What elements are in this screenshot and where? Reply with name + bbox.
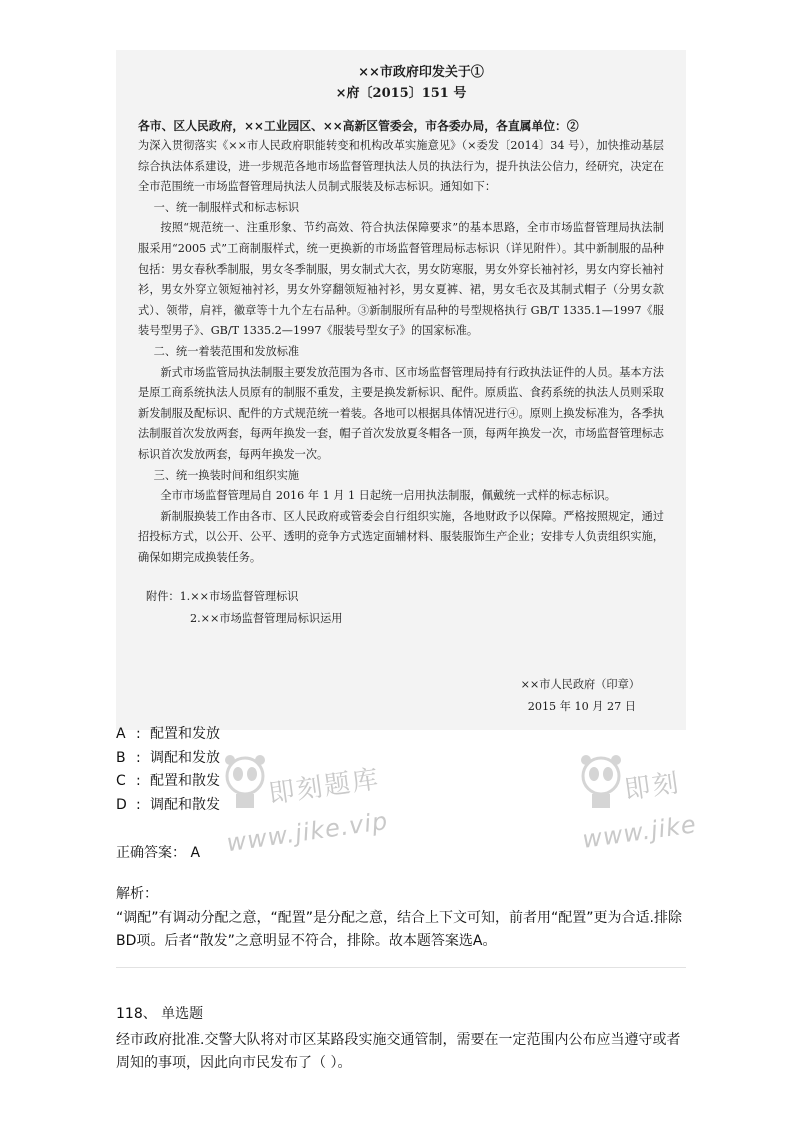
divider [116,967,686,968]
section1-text: 按照“规范统一、注重形象、节约高效、符合执法保障要求”的基本思路，全市市场监督管理局执法制服采用“2005 式”工商制服样式，统一更换新的市场监督管理局标志标识（详见附件）。其中新制服的品种包括：男女春秋季制服，男女冬季制服，男女制式大衣，男女防寒服，男女外穿长袖衬衫，男女内穿长袖衬衫，男女外穿立领短袖衬衫，男女外穿翻领短袖衬衫，男女夏裤、裙，男女毛衣及其制式帽子（分男女款式）、领带，肩袢，徽章等十九个左右品种。③新制服所有品种的号型规格执行 GB/T 1335.1—1997《服装号型男子》、GB/T 1335.2—1997《服装号型女子》的国家标准。 [138,221,664,338]
correct-answer [116,842,200,862]
option-d[interactable]: D : 调配和散发 [116,796,220,813]
option-b[interactable]: B : 调配和发放 [116,749,220,766]
option-c[interactable]: C : 配置和散发 [116,773,220,789]
watermark-url: www.jike.vip [224,806,390,858]
signer: ××市人民政府（印章） [520,678,640,691]
section3-title: 三、统一换装时间和组织实施 [153,468,300,482]
answer-label: 正确答案： [116,845,186,861]
watermark-brand-partial: 即刻 [622,768,683,806]
document-intro: 为深入贯彻落实《××市人民政府职能转变和机构改革实施意见》（×委发〔2014〕34 号），加快推动基层综合执法体系建设，进一步规范各地市场监督管理执法人员的执法行为，提升执法公信力，经研究，决定在全市范围统一市场监督管理局执法人员制式服装及标志标识。通知如下： [138,139,664,194]
watermark-url-partial: www.jike [580,810,699,854]
attachment-2: 2.××市场监督管理局标识运用 [190,612,343,626]
panda-logo-icon [222,752,268,812]
document-addressee: 各市、区人民政府，××工业园区、××高新区管委会，市各委办局，各直属单位：② [138,119,579,133]
scanned-document [116,50,686,730]
section1-title: 一、统一制服样式和标志标识 [153,200,300,214]
panda-logo-icon-2 [578,752,624,812]
analysis-text: “调配”有调动分配之意，“配置”是分配之意，结合上下文可知，前者用“配置”更为合适.排除BD项。后者“散发”之意明显不符合，排除。故本题答案选A。 [116,910,682,949]
signature-block [521,674,640,718]
watermark-brand: 即刻题库 [266,764,382,810]
answer-value: A [190,845,201,861]
document-number: ×府〔2015〕151 号 [335,86,467,101]
section2-text: 新式市场监管局执法制服主要发放范围为各市、区市场监督管理局持有行政执法证件的人员。基本方法是原工商系统执法人员原有的制服不重发，主要是换发新标识、配件。原质监、食药系统的执法人员则采取新发制服及配标识、配件的方式规范统一着装。各地可以根据具体情况进行④。原则上换发标准为，各季执法制服首次发放两套，每两年换发一套，帽子首次发放夏冬帽各一顶，每两年换发一次，市场监督管理标志标识首次发放两套，每两年换发一次。 [138,365,664,461]
option-a[interactable]: A : 配置和发放 [116,726,220,742]
document-title: ××市政府印发关于① [358,65,484,80]
attachment-1: 附件：1.××市场监督管理标识 [146,590,299,604]
section3-text1: 全市市场监督管理局自 2016 年 1 月 1 日起统一启用执法制服，佩戴统一式样的标志标识。 [160,489,616,503]
question-number: 118、 单选题 [116,1006,204,1022]
document-date: 2015 年 10 月 27 日 [527,700,636,713]
section2-title: 二、统一着装范围和发放标准 [153,344,300,358]
answer-options [116,723,220,817]
analysis-label: 解析： [116,886,158,902]
section3-text2: 新制服换装工作由各市、区人民政府或管委会自行组织实施，各地财政予以保障。严格按照规定，通过招投标方式，以公开、公平、透明的竞争方式选定面辅材料、服装服饰生产企业；安排专人负责组织实施，确保如期完成换装任务。 [138,509,664,564]
question-text: 经市政府批准.交警大队将对市区某路段实施交通管制，需要在一定范围内公布应当遵守或者周知的事项，因此向市民发布了（ ）。 [116,1032,681,1071]
